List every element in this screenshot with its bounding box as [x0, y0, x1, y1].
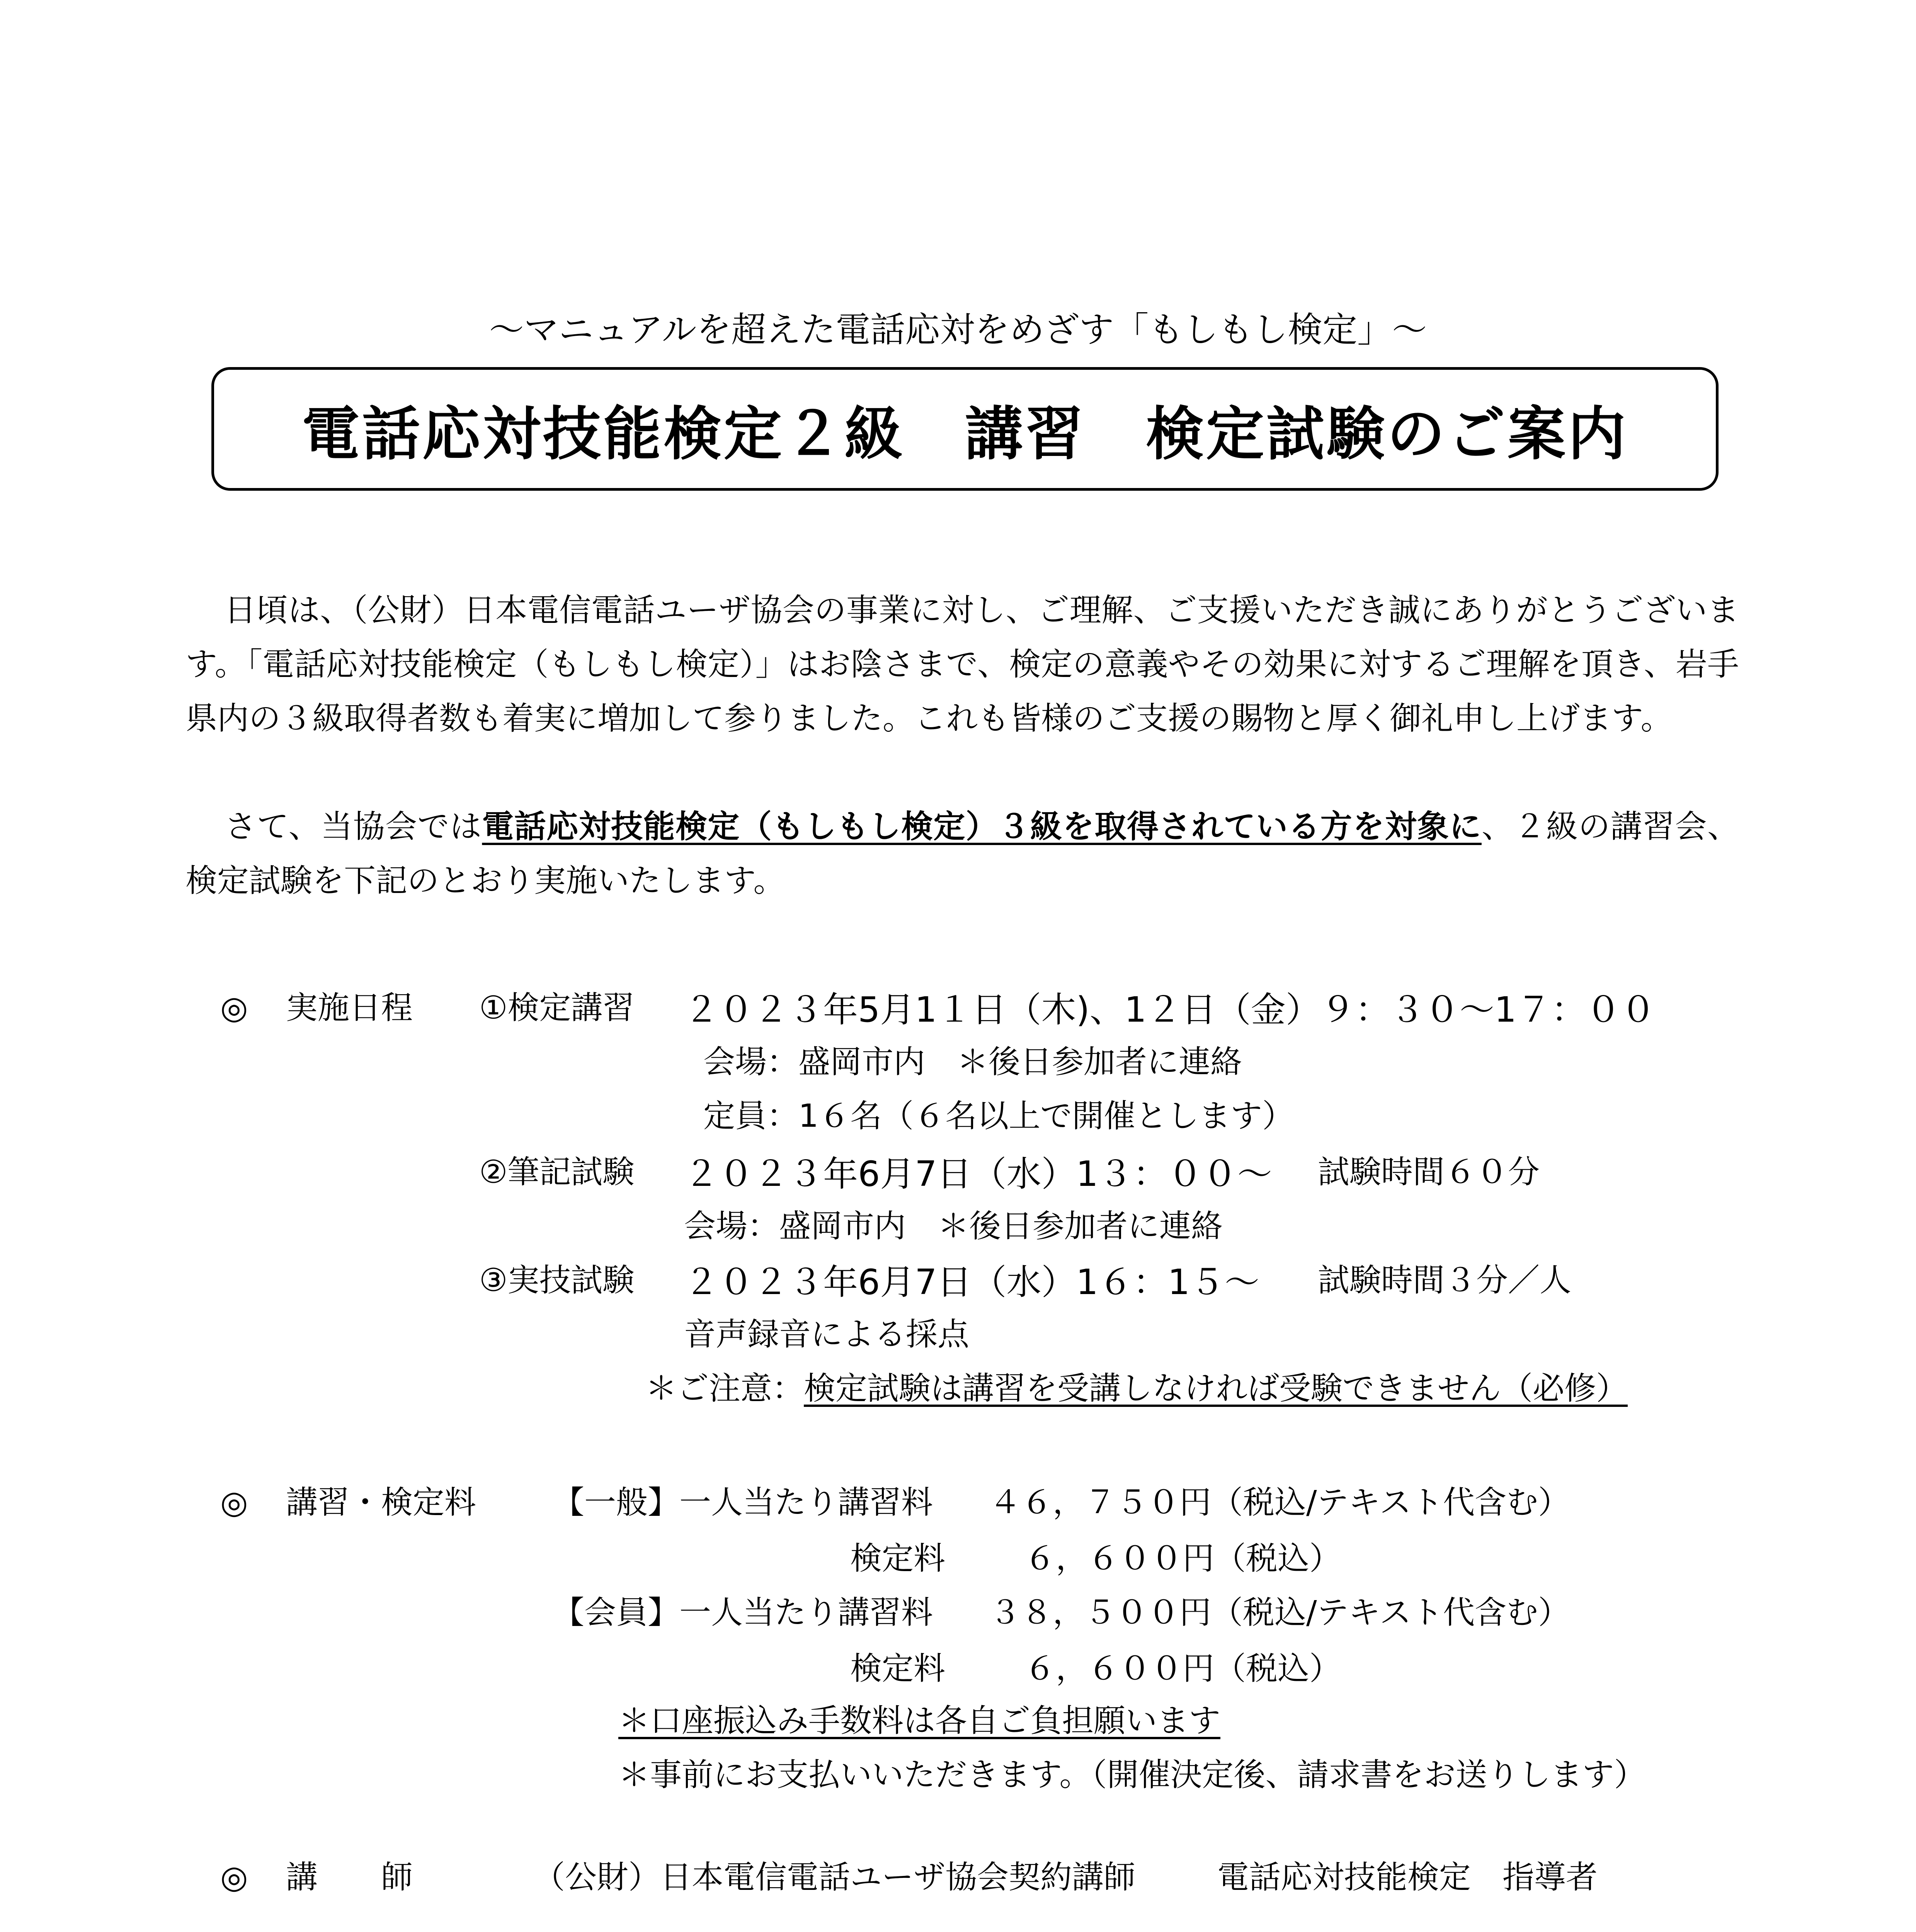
- general-exam-fee: ６，６００円（税込）: [1024, 1540, 1341, 1577]
- caution-text: 検定試験は講習を受講しなければ受験できません（必修）: [804, 1370, 1628, 1407]
- member-fee-label: 【会員】一人当たり講習料: [553, 1594, 933, 1631]
- member-lecture-fee: ３８，５００円（税込/テキスト代含む）: [989, 1594, 1570, 1631]
- practical-exam-note: 音声録音による採点: [684, 1316, 970, 1353]
- schedule-marker: ◎: [220, 990, 248, 1026]
- instructor-org: （公財）日本電信電話ユーザ協会契約講師: [533, 1859, 1136, 1896]
- intro-paragraph-2: [185, 800, 1739, 908]
- practical-exam-label: ③実技試験: [479, 1262, 635, 1299]
- schedule-heading: 実施日程: [286, 990, 413, 1026]
- intro-target-highlight: 電話応対技能検定（もしもし検定）３級を取得されている方を対象に: [482, 808, 1482, 845]
- instructor-heading: 講 師: [286, 1859, 413, 1896]
- fees-heading: 講習・検定料: [286, 1484, 476, 1521]
- intro-text-1: 日頃は、（公財）日本電信電話ユーザ協会の事業に対し、ご理解、ご支援いただき誠にありがとうございます。「電話応対技能検定（もしもし検定）」はお陰さまで、検定の意義やその効果に対するご理解を頂き、岩手県内の３級取得者数も着実に増加して参りました。これも皆様のご支援の賜物と厚く御礼申し上げます。: [185, 592, 1739, 737]
- intro-paragraph-1: [185, 583, 1739, 746]
- practical-exam-date: ２０２３年6月7日（水）1６：1５～: [684, 1262, 1260, 1303]
- written-exam-label: ②筆記試験: [479, 1154, 635, 1190]
- title-box: [211, 367, 1719, 491]
- lecture-capacity: 定員：1６名（６名以上で開催とします）: [703, 1098, 1294, 1134]
- lecture-date: ２０２３年5月1１日（木)、1２日（金）９：３０～1７：００: [684, 990, 1656, 1030]
- general-lecture-fee: ４６，７５０円（税込/テキスト代含む）: [989, 1484, 1570, 1521]
- general-fee-label: 【一般】一人当たり講習料: [553, 1484, 933, 1521]
- caution-note: [645, 1370, 1628, 1408]
- written-exam-venue: 会場：盛岡市内 ＊後日参加者に連絡: [684, 1208, 1223, 1245]
- lecture-label: ①検定講習: [479, 990, 635, 1026]
- fees-marker: ◎: [220, 1484, 248, 1521]
- intro-text-2a: さて、当協会では: [224, 808, 482, 845]
- general-exam-label: 検定料: [850, 1540, 946, 1577]
- instructor-role: 電話応対技能検定 指導者: [1217, 1859, 1598, 1896]
- written-exam-time: 試験時間６０分: [1318, 1154, 1540, 1190]
- member-exam-fee: ６，６００円（税込）: [1024, 1650, 1341, 1687]
- fee-note-prepay: ＊事前にお支払いいただきます。（開催決定後、請求書をお送りします）: [618, 1757, 1646, 1793]
- practical-exam-time: 試験時間３分／人: [1318, 1262, 1572, 1299]
- lecture-venue: 会場：盛岡市内 ＊後日参加者に連絡: [703, 1044, 1242, 1080]
- page-subtitle: ～マニュアルを超えた電話応対をめざす「もしもし検定」～: [489, 310, 1427, 350]
- caution-prefix: ＊ご注意：: [645, 1370, 804, 1407]
- member-exam-label: 検定料: [850, 1650, 946, 1687]
- written-exam-date: ２０２３年6月7日（水）1３：００～: [684, 1154, 1272, 1194]
- fee-note-transfer: ＊口座振込み手数料は各自ご負担願います: [618, 1702, 1221, 1739]
- page-title: 電話応対技能検定２級 講習 検定試験のご案内: [301, 401, 1628, 468]
- intro-text-2b: 、２級の講習会、検定試験を下記のとおり実施いたします。: [185, 808, 1739, 899]
- instructor-marker: ◎: [220, 1859, 248, 1896]
